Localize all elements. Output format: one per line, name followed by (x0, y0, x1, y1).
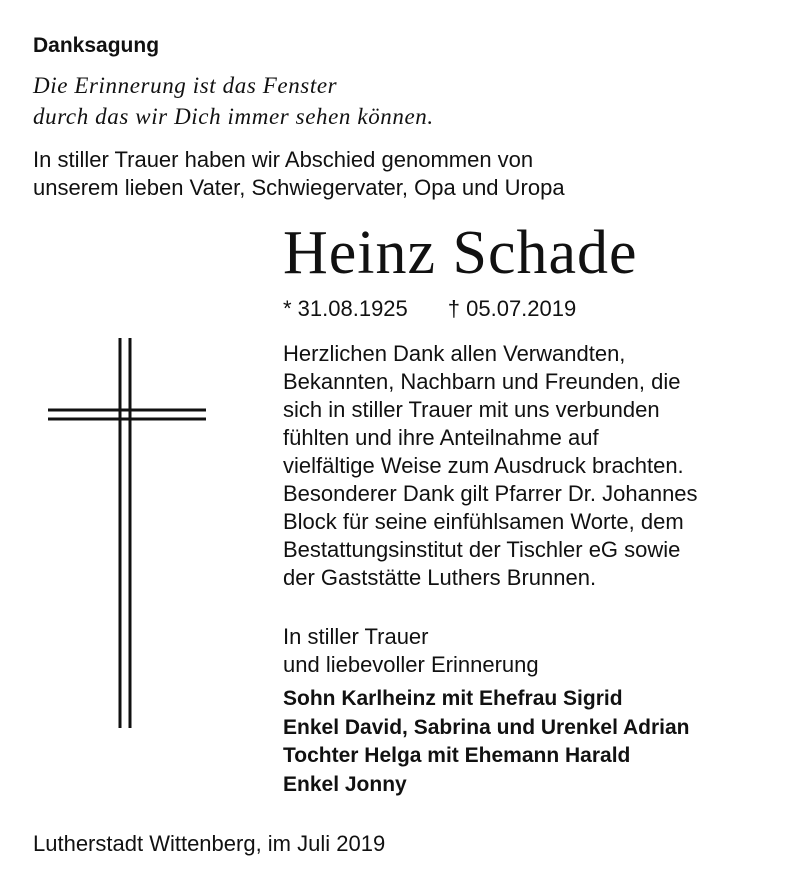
death-date: † 05.07.2019 (447, 296, 577, 321)
signoff-line: und liebevoller Erinnerung (283, 652, 539, 677)
thanks-line: Herzlichen Dank allen Verwandten, (283, 341, 626, 366)
quote-line-2: durch das wir Dich immer sehen können. (33, 104, 434, 129)
thanks-line: Bekannten, Nachbarn und Freunden, die (283, 369, 681, 394)
thanks-line: fühlten und ihre Anteilnahme auf (283, 425, 599, 450)
intro-text (33, 146, 565, 202)
family-member: Tochter Helga mit Ehemann Harald (283, 744, 631, 767)
heading: Danksagung (33, 34, 160, 57)
quote-line-1: Die Erinnerung ist das Fenster (33, 73, 338, 98)
thanks-line: Block für seine einfühlsamen Worte, dem (283, 509, 684, 534)
thanks-line: Besonderer Dank gilt Pfarrer Dr. Johannes (283, 481, 698, 506)
signoff-line: In stiller Trauer (283, 624, 429, 649)
family-member: Enkel Jonny (283, 772, 407, 796)
place-date: Lutherstadt Wittenberg, im Juli 2019 (33, 831, 386, 856)
cross-icon (30, 330, 220, 740)
intro-line: In stiller Trauer haben wir Abschied genommen von (33, 147, 534, 172)
family-list (283, 685, 690, 799)
birth-date: * 31.08.1925 (283, 296, 408, 321)
thanks-line: Bestattungsinstitut der Tischler eG sowie (283, 537, 681, 562)
thanks-line: vielfältige Weise zum Ausdruck brachten. (283, 453, 684, 478)
thanks-line: der Gaststätte Luthers Brunnen. (283, 565, 597, 590)
signoff-text (283, 623, 539, 679)
life-dates (283, 296, 576, 322)
family-member: Sohn Karlheinz mit Ehefrau Sigrid (283, 687, 623, 710)
thanks-line: sich in stiller Trauer mit uns verbunden (283, 397, 660, 422)
deceased-name: Heinz Schade (283, 219, 638, 287)
thanks-text (283, 340, 698, 592)
family-member: Enkel David, Sabrina und Urenkel Adrian (283, 715, 690, 739)
intro-line: unserem lieben Vater, Schwiegervater, Opa und Uropa (33, 175, 565, 200)
